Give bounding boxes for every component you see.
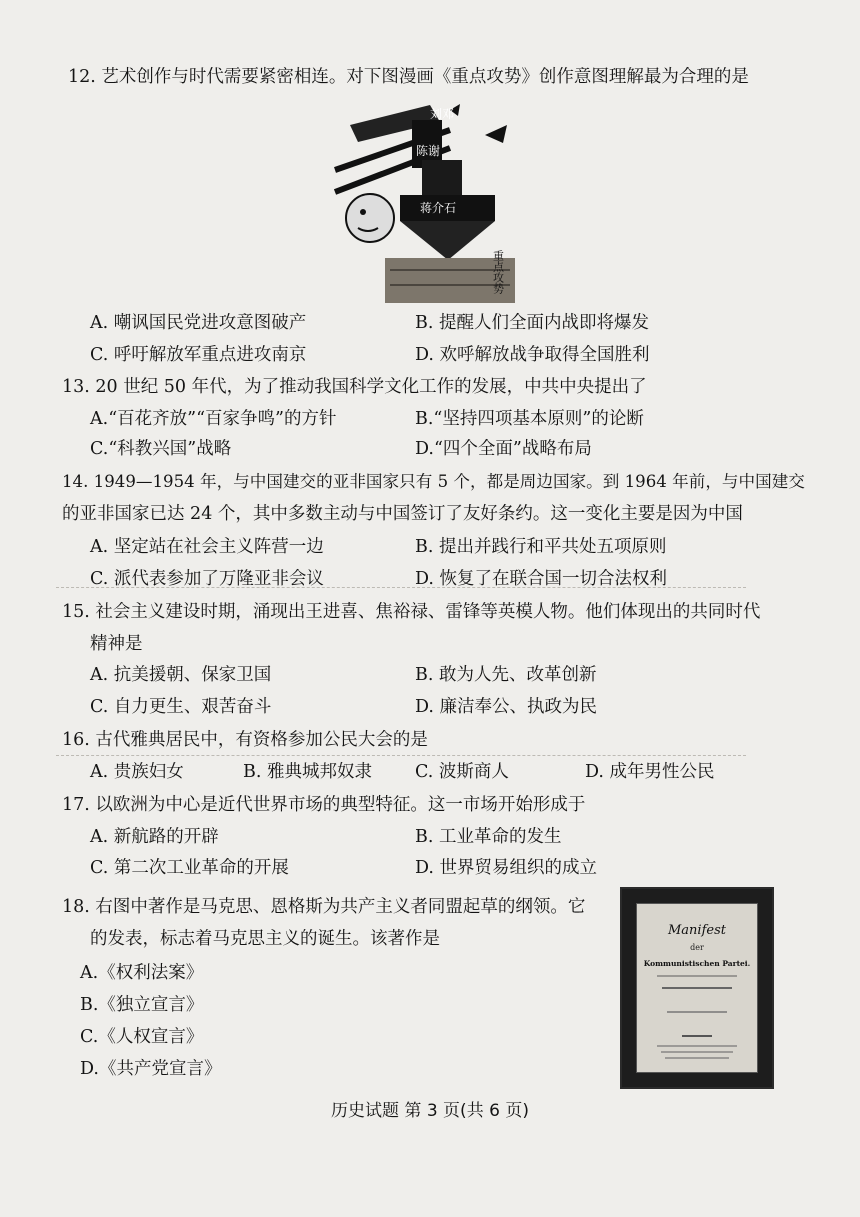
question-12-stem: 12. 艺术创作与时代需要紧密相连。对下图漫画《重点攻势》创作意图理解最为合理的是 [68, 67, 749, 87]
manifesto-der: der [690, 943, 704, 952]
q17-option-d[interactable]: D. 世界贸易组织的成立 [415, 858, 598, 878]
q13-option-d[interactable]: D.“四个全面”战略布局 [415, 439, 592, 459]
q18-option-a[interactable]: A.《权利法案》 [80, 963, 204, 983]
q18-option-d[interactable]: D.《共产党宣言》 [80, 1059, 222, 1079]
manifesto-book-cover [620, 887, 774, 1089]
page-footer: 历史试题 第 3 页(共 6 页) [331, 1101, 529, 1121]
q13-option-a[interactable]: A.“百花齐放”“百家争鸣”的方针 [90, 409, 337, 429]
question-15-stem-line1: 15. 社会主义建设时期，涌现出王进喜、焦裕禄、雷锋等英模人物。他们体现出的共同时代 [62, 602, 761, 622]
question-17-stem: 17. 以欧洲为中心是近代世界市场的典型特征。这一市场开始形成于 [62, 795, 586, 815]
question-15-stem-line2: 精神是 [90, 634, 143, 654]
faint-rule [56, 755, 746, 756]
cartoon-label-chenxie: 陈谢 [416, 144, 441, 158]
manifesto-subtitle: Kommunistischen Partei. [643, 959, 751, 968]
manifesto-title: Manifest [668, 923, 726, 938]
question-18-stem-line2: 的发表，标志着马克思主义的诞生。该著作是 [90, 929, 440, 949]
q13-option-b[interactable]: B.“坚持四项基本原则”的论断 [415, 409, 644, 429]
q16-option-b[interactable]: B. 雅典城邦奴隶 [243, 762, 372, 782]
q12-option-d[interactable]: D. 欢呼解放战争取得全国胜利 [415, 345, 650, 365]
manifesto-cover-inner [636, 903, 758, 1073]
q14-option-c[interactable]: C. 派代表参加了万隆亚非会议 [90, 569, 324, 589]
cartoon-label-liudeng: 刘邓 [430, 107, 455, 121]
q18-option-b[interactable]: B.《独立宣言》 [80, 995, 204, 1015]
cartoon-label-zhongdian-gongshi: 重点攻势 [491, 250, 505, 294]
q17-option-b[interactable]: B. 工业革命的发生 [415, 827, 562, 847]
q13-option-c[interactable]: C.“科教兴国”战略 [90, 439, 232, 459]
question-18-stem-line1: 18. 右图中著作是马克思、恩格斯为共产主义者同盟起草的纲领。它 [62, 897, 586, 917]
q15-option-d[interactable]: D. 廉洁奉公、执政为民 [415, 697, 598, 717]
q15-option-a[interactable]: A. 抗美援朝、保家卫国 [90, 665, 272, 685]
q16-option-a[interactable]: A. 贵族妇女 [90, 762, 184, 782]
q14-option-b[interactable]: B. 提出并践行和平共处五项原则 [415, 537, 667, 557]
q12-option-a[interactable]: A. 嘲讽国民党进攻意图破产 [90, 313, 307, 333]
q14-option-a[interactable]: A. 坚定站在社会主义阵营一边 [90, 537, 324, 557]
q16-option-d[interactable]: D. 成年男性公民 [585, 762, 715, 782]
q12-option-c[interactable]: C. 呼吁解放军重点进攻南京 [90, 345, 307, 365]
question-14-stem-line1: 14. 1949—1954 年，与中国建交的亚非国家只有 5 个，都是周边国家。到 1964 年前，与中国建交 [62, 472, 805, 491]
question-13-stem: 13. 20 世纪 50 年代，为了推动我国科学文化工作的发展，中共中央提出了 [62, 377, 647, 397]
cartoon-zhongdian-gongshi [330, 100, 540, 305]
question-14-stem-line2: 的亚非国家已达 24 个，其中多数主动与中国签订了友好条约。这一变化主要是因为中国 [62, 504, 743, 524]
q14-option-d[interactable]: D. 恢复了在联合国一切合法权利 [415, 569, 668, 589]
question-16-stem: 16. 古代雅典居民中，有资格参加公民大会的是 [62, 730, 428, 750]
q17-option-c[interactable]: C. 第二次工业革命的开展 [90, 858, 289, 878]
q15-option-b[interactable]: B. 敢为人先、改革创新 [415, 665, 597, 685]
cartoon-label-jiangjieshi: 蒋介石 [420, 201, 457, 215]
q17-option-a[interactable]: A. 新航路的开辟 [90, 827, 219, 847]
q18-option-c[interactable]: C.《人权宣言》 [80, 1027, 204, 1047]
q16-option-c[interactable]: C. 波斯商人 [415, 762, 509, 782]
q15-option-c[interactable]: C. 自力更生、艰苦奋斗 [90, 697, 272, 717]
q12-option-b[interactable]: B. 提醒人们全面内战即将爆发 [415, 313, 649, 333]
manifesto-cover-art [637, 904, 757, 1072]
